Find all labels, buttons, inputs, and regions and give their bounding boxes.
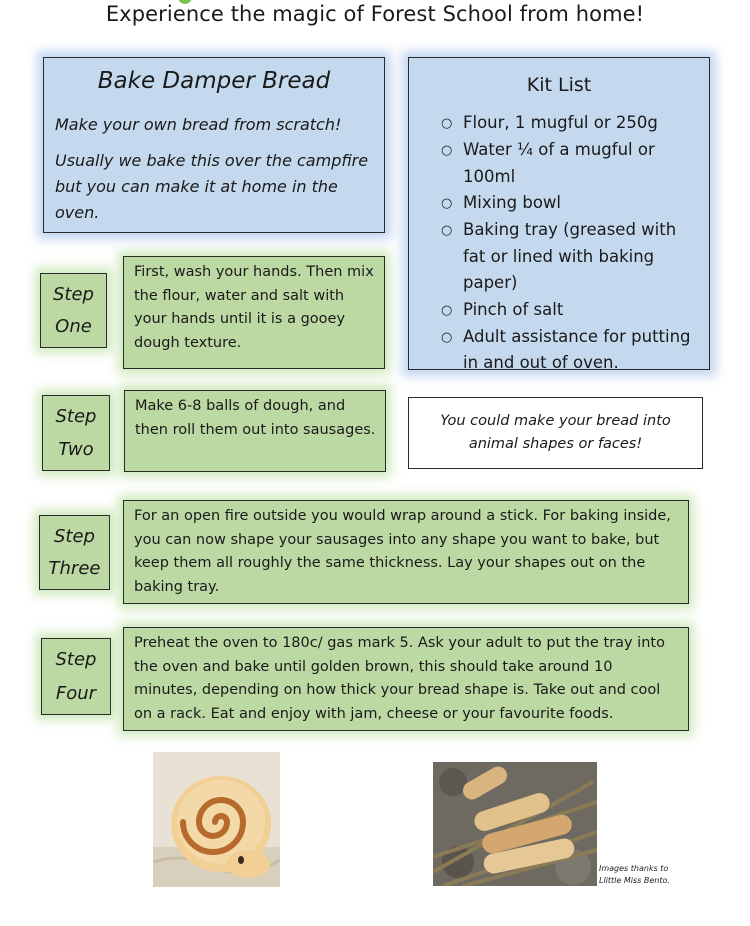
tip-note: You could make your bread into animal shapes or faces! <box>408 397 703 469</box>
list-item: ○ Mixing bowl <box>441 190 701 217</box>
circle-bullet-icon: ○ <box>441 196 453 211</box>
kit-list <box>441 110 701 377</box>
list-item: ○ Pinch of salt <box>441 297 701 324</box>
spiral-bun-photo <box>153 752 280 887</box>
step-one-label: Step One <box>40 273 107 348</box>
page-title: Experience the magic of Forest School from home! <box>105 2 645 26</box>
image-credit: Images thanks to Llittle Miss Bento. <box>599 864 670 885</box>
kit-list-box <box>408 57 710 370</box>
list-item: ○ Baking tray (greased with fat or lined with baking paper) <box>441 217 701 297</box>
recipe-title: Bake Damper Bread <box>97 68 331 94</box>
circle-bullet-icon: ○ <box>441 143 453 158</box>
intro-line-1: Make your own bread from scratch! <box>55 115 342 134</box>
step-two-label: Step Two <box>42 395 110 471</box>
step-one-text: First, wash your hands. Then mix the flour, water and salt with your hands until it is a gooey dough texture. <box>123 256 385 369</box>
list-item: ○ Water ¼ of a mugful or 100ml <box>441 137 701 190</box>
list-item: ○ Adult assistance for putting in and out of oven. <box>441 324 701 377</box>
intro-box <box>43 57 385 233</box>
step-four-label: Step Four <box>41 638 111 715</box>
stick-bread-illustration-icon <box>433 762 597 886</box>
stick-bread-photo <box>433 762 597 886</box>
circle-bullet-icon: ○ <box>441 329 453 345</box>
step-three-text: For an open fire outside you would wrap around a stick. For baking inside, you can now shape your sausages into any shape you want to bake, but keep them all roughly the same thickness. Lay your shapes out on the baking tray. <box>123 500 689 604</box>
list-item: ○ Flour, 1 mugful or 250g <box>441 110 701 137</box>
circle-bullet-icon: ○ <box>441 302 453 318</box>
intro-line-2: Usually we bake this over the campfire but you can make it at home in the oven. <box>55 151 369 222</box>
circle-bullet-icon: ○ <box>441 116 453 131</box>
bun-illustration-icon <box>153 752 280 887</box>
step-four-text: Preheat the oven to 180c/ gas mark 5. Ask your adult to put the tray into the oven and bake until golden brown, this should take around 10 minutes, depending on how thick your bread shape is. Take out and cool on a rack. Eat and enjoy with jam, cheese or your favourite foods. <box>123 627 689 731</box>
kit-list-title: Kit List <box>526 74 592 96</box>
circle-bullet-icon: ○ <box>441 223 453 238</box>
step-two-text: Make 6-8 balls of dough, and then roll them out into sausages. <box>124 390 386 472</box>
step-three-label: Step Three <box>39 515 110 590</box>
